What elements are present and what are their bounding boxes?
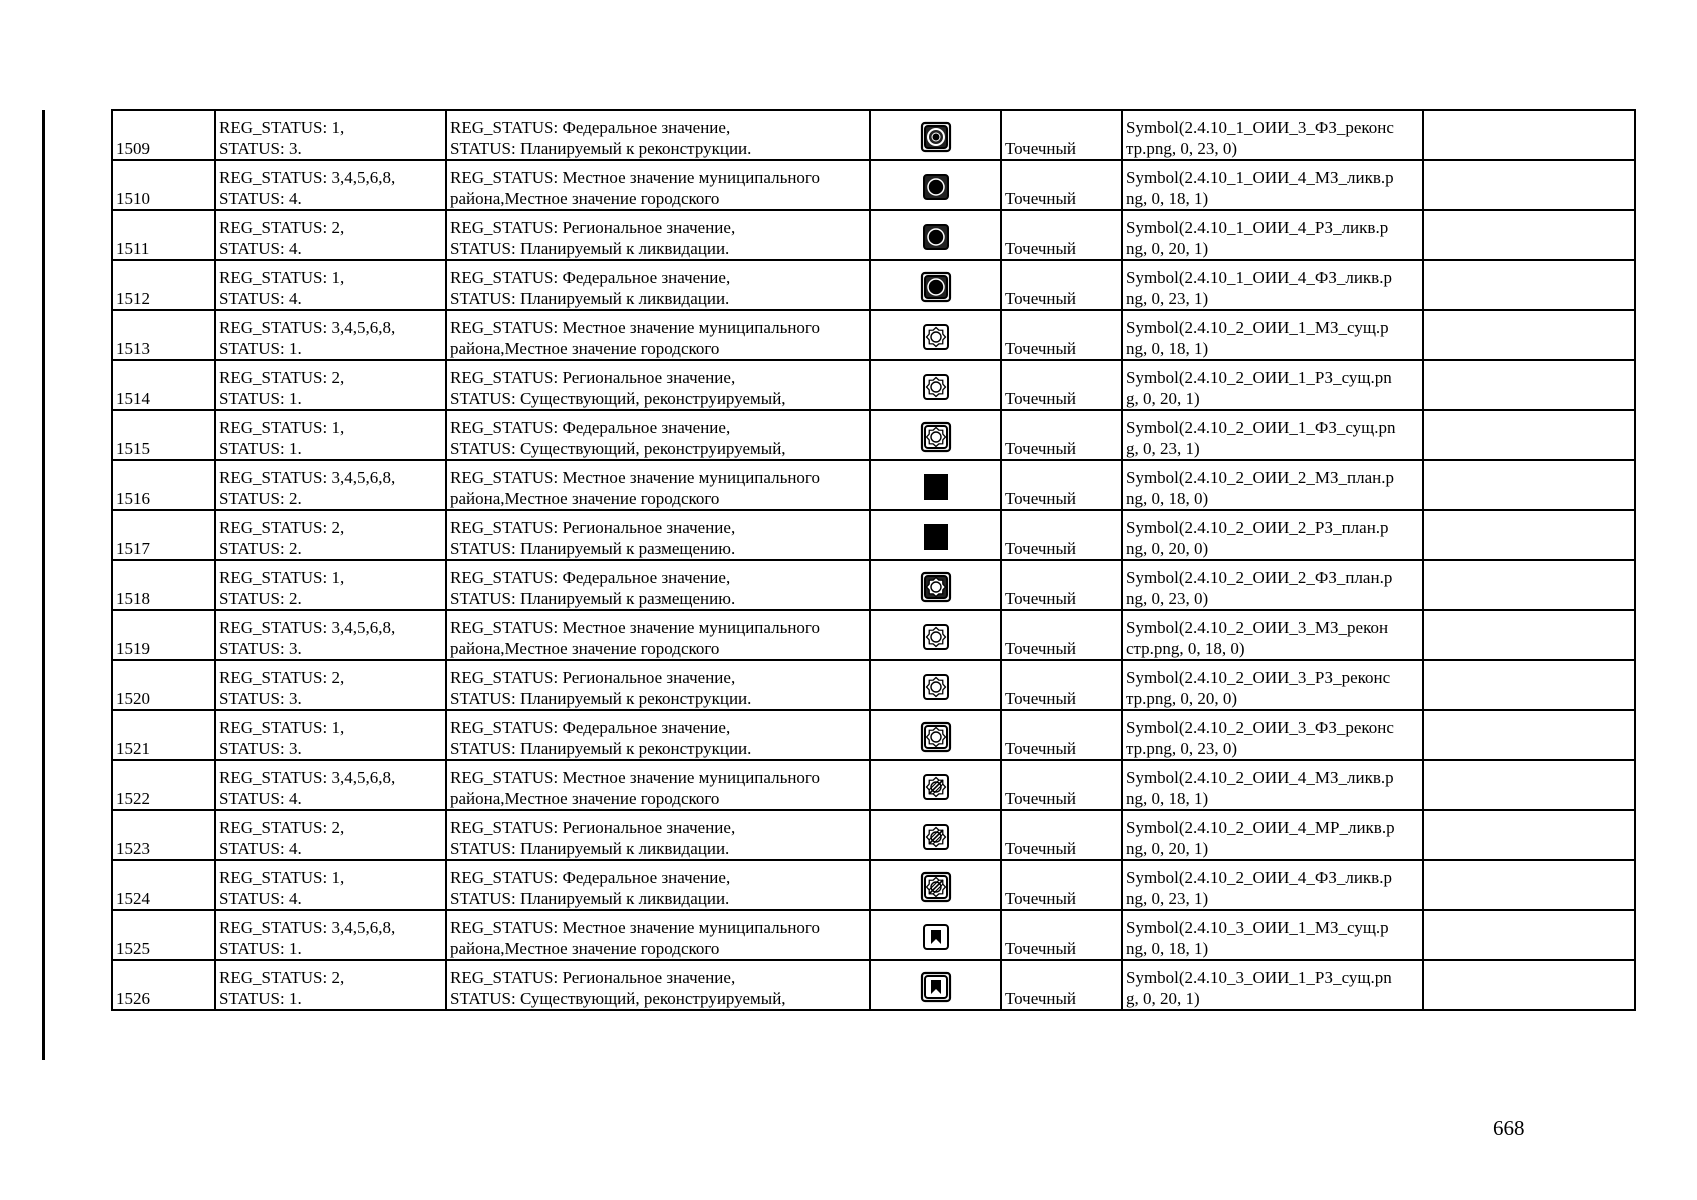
code-cell: [215, 310, 446, 360]
row-id-cell: 1512: [112, 260, 215, 310]
symbol-function-cell: [1122, 310, 1423, 360]
geometry-type-cell: Точечный: [1001, 360, 1122, 410]
code-cell-line: REG_STATUS: 3,4,5,6,8,: [219, 468, 396, 487]
filled-square-symbol-icon: [919, 520, 953, 559]
table-row: [112, 760, 1635, 810]
code-cell: [215, 160, 446, 210]
empty-cell: [1423, 810, 1635, 860]
empty-cell: [1423, 760, 1635, 810]
geometry-type-cell: Точечный: [1001, 560, 1122, 610]
symbol-function-cell-line: Symbol(2.4.10_3_ОИИ_1_МЗ_сущ.p: [1126, 918, 1389, 937]
code-cell: [215, 660, 446, 710]
description-cell-line: STATUS: Планируемый к реконструкции.: [450, 739, 752, 758]
description-cell-line: REG_STATUS: Федеральное значение,: [450, 718, 731, 737]
description-cell: [446, 810, 870, 860]
symbol-function-cell: [1122, 810, 1423, 860]
filled-square-symbol-icon: [919, 470, 953, 509]
description-cell-line: REG_STATUS: Местное значение муниципального: [450, 618, 820, 637]
filled-circle-symbol-icon: [919, 270, 953, 309]
empty-cell: [1423, 510, 1635, 560]
code-cell-line: STATUS: 4.: [219, 289, 302, 308]
geometry-type-cell: Точечный: [1001, 210, 1122, 260]
geometry-type-cell: Точечный: [1001, 960, 1122, 1010]
code-cell: [215, 910, 446, 960]
table-row: [112, 810, 1635, 860]
symbol-function-cell: [1122, 910, 1423, 960]
description-cell-line: REG_STATUS: Региональное значение,: [450, 968, 736, 987]
description-cell-line: REG_STATUS: Федеральное значение,: [450, 568, 731, 587]
row-id-cell: 1516: [112, 460, 215, 510]
description-cell: [446, 760, 870, 810]
description-cell: [446, 910, 870, 960]
table-row: [112, 560, 1635, 610]
symbol-cell: [870, 310, 1001, 360]
code-cell-line: REG_STATUS: 1,: [219, 118, 345, 137]
table-row: [112, 110, 1635, 160]
row-id-cell: 1511: [112, 210, 215, 260]
table-row: [112, 210, 1635, 260]
symbol-cell: [870, 610, 1001, 660]
code-cell-line: STATUS: 2.: [219, 489, 302, 508]
code-cell-line: STATUS: 1.: [219, 439, 302, 458]
code-cell-line: STATUS: 2.: [219, 539, 302, 558]
geometry-type-cell: Точечный: [1001, 310, 1122, 360]
gear-symbol-icon: [919, 570, 953, 609]
code-cell-line: STATUS: 3.: [219, 739, 302, 758]
code-cell-line: REG_STATUS: 2,: [219, 218, 345, 237]
filled-circle-symbol-icon: [919, 170, 953, 209]
geometry-type-cell: Точечный: [1001, 610, 1122, 660]
description-cell: [446, 960, 870, 1010]
geometry-type-cell: Точечный: [1001, 660, 1122, 710]
symbol-function-cell: [1122, 160, 1423, 210]
code-cell: [215, 460, 446, 510]
code-cell-line: REG_STATUS: 2,: [219, 818, 345, 837]
code-cell-line: STATUS: 1.: [219, 939, 302, 958]
table-row: [112, 960, 1635, 1010]
symbol-function-cell-line: ng, 0, 23, 0): [1126, 589, 1209, 608]
description-cell: [446, 210, 870, 260]
gear-symbol-icon: [919, 620, 953, 659]
geometry-type-cell: Точечный: [1001, 110, 1122, 160]
code-cell-line: REG_STATUS: 3,4,5,6,8,: [219, 618, 396, 637]
code-cell-line: STATUS: 3.: [219, 689, 302, 708]
symbol-function-cell-line: Symbol(2.4.10_3_ОИИ_1_РЗ_сущ.pn: [1126, 968, 1392, 987]
row-id-cell: 1514: [112, 360, 215, 410]
symbol-cell: [870, 760, 1001, 810]
code-cell-line: REG_STATUS: 1,: [219, 268, 345, 287]
description-cell-line: REG_STATUS: Региональное значение,: [450, 668, 736, 687]
row-id-cell: 1524: [112, 860, 215, 910]
symbol-function-cell-line: Symbol(2.4.10_2_ОИИ_3_МЗ_рекон: [1126, 618, 1389, 637]
symbol-function-cell: [1122, 710, 1423, 760]
code-cell-line: STATUS: 2.: [219, 589, 302, 608]
symbol-function-cell: [1122, 860, 1423, 910]
symbol-function-cell-line: ng, 0, 20, 1): [1126, 839, 1209, 858]
symbol-function-cell-line: Symbol(2.4.10_2_ОИИ_4_МР_ликв.p: [1126, 818, 1395, 837]
row-id-cell: 1523: [112, 810, 215, 860]
description-cell-line: STATUS: Планируемый к ликвидации.: [450, 839, 730, 858]
description-cell-line: STATUS: Существующий, реконструируемый,: [450, 389, 786, 408]
symbol-function-cell-line: Symbol(2.4.10_2_ОИИ_2_МЗ_план.p: [1126, 468, 1394, 487]
geometry-type-cell: Точечный: [1001, 810, 1122, 860]
description-cell: [446, 410, 870, 460]
geometry-type-cell: Точечный: [1001, 760, 1122, 810]
symbol-cell: [870, 260, 1001, 310]
code-cell-line: STATUS: 1.: [219, 389, 302, 408]
code-cell: [215, 360, 446, 410]
symbol-cell: [870, 110, 1001, 160]
symbol-function-cell: [1122, 260, 1423, 310]
symbol-function-cell-line: Symbol(2.4.10_2_ОИИ_1_РЗ_сущ.pn: [1126, 368, 1392, 387]
symbol-cell: [870, 460, 1001, 510]
code-cell: [215, 210, 446, 260]
description-cell-line: REG_STATUS: Региональное значение,: [450, 818, 736, 837]
symbol-function-cell-line: Symbol(2.4.10_1_ОИИ_3_ФЗ_реконс: [1126, 118, 1394, 137]
description-cell: [446, 560, 870, 610]
description-cell-line: района,Местное значение городского: [450, 489, 720, 508]
symbol-function-cell-line: Symbol(2.4.10_2_ОИИ_3_РЗ_реконс: [1126, 668, 1391, 687]
code-cell: [215, 760, 446, 810]
code-cell: [215, 410, 446, 460]
empty-cell: [1423, 210, 1635, 260]
code-cell-line: REG_STATUS: 3,4,5,6,8,: [219, 318, 396, 337]
row-id-cell: 1519: [112, 610, 215, 660]
description-cell: [446, 110, 870, 160]
symbol-function-cell-line: Symbol(2.4.10_1_ОИИ_4_МЗ_ликв.p: [1126, 168, 1394, 187]
symbol-function-cell: [1122, 460, 1423, 510]
row-id-cell: 1518: [112, 560, 215, 610]
symbol-function-cell: [1122, 660, 1423, 710]
symbol-table: [111, 109, 1636, 1011]
symbol-function-cell-line: тр.png, 0, 23, 0): [1126, 139, 1238, 158]
symbol-function-cell-line: Symbol(2.4.10_2_ОИИ_4_МЗ_ликв.p: [1126, 768, 1394, 787]
empty-cell: [1423, 160, 1635, 210]
gear-symbol-icon: [919, 320, 953, 359]
row-id-cell: 1515: [112, 410, 215, 460]
symbol-function-cell-line: ng, 0, 18, 1): [1126, 939, 1209, 958]
table-row: [112, 360, 1635, 410]
description-cell-line: STATUS: Планируемый к ликвидации.: [450, 239, 730, 258]
description-cell: [446, 260, 870, 310]
row-id-cell: 1526: [112, 960, 215, 1010]
symbol-function-cell: [1122, 410, 1423, 460]
description-cell: [446, 610, 870, 660]
description-cell-line: STATUS: Существующий, реконструируемый,: [450, 989, 786, 1008]
gear-symbol-icon: [919, 420, 953, 459]
table-row: [112, 260, 1635, 310]
code-cell-line: REG_STATUS: 1,: [219, 868, 345, 887]
description-cell-line: REG_STATUS: Региональное значение,: [450, 518, 736, 537]
geometry-type-cell: Точечный: [1001, 410, 1122, 460]
code-cell-line: REG_STATUS: 3,4,5,6,8,: [219, 168, 396, 187]
crossed-gear-symbol-icon: [919, 820, 953, 859]
description-cell-line: REG_STATUS: Местное значение муниципального: [450, 318, 820, 337]
symbol-function-cell-line: ng, 0, 23, 1): [1126, 289, 1209, 308]
symbol-function-cell: [1122, 760, 1423, 810]
symbol-function-cell-line: Symbol(2.4.10_2_ОИИ_1_МЗ_сущ.p: [1126, 318, 1389, 337]
description-cell-line: REG_STATUS: Региональное значение,: [450, 368, 736, 387]
empty-cell: [1423, 660, 1635, 710]
symbol-function-cell: [1122, 960, 1423, 1010]
page-number: 668: [1493, 1116, 1525, 1140]
row-id-cell: 1521: [112, 710, 215, 760]
description-cell: [446, 860, 870, 910]
code-cell-line: REG_STATUS: 1,: [219, 718, 345, 737]
symbol-cell: [870, 710, 1001, 760]
symbol-function-cell-line: ng, 0, 18, 1): [1126, 189, 1209, 208]
symbol-function-cell-line: Symbol(2.4.10_2_ОИИ_1_ФЗ_сущ.pn: [1126, 418, 1396, 437]
description-cell: [446, 160, 870, 210]
table-row: [112, 710, 1635, 760]
code-cell: [215, 710, 446, 760]
symbol-function-cell-line: g, 0, 23, 1): [1126, 439, 1200, 458]
symbol-cell: [870, 360, 1001, 410]
code-cell-line: REG_STATUS: 1,: [219, 568, 345, 587]
code-cell-line: REG_STATUS: 3,4,5,6,8,: [219, 918, 396, 937]
description-cell: [446, 510, 870, 560]
code-cell-line: STATUS: 4.: [219, 239, 302, 258]
symbol-function-cell-line: ng, 0, 20, 0): [1126, 539, 1209, 558]
gear-symbol-icon: [919, 670, 953, 709]
code-cell-line: REG_STATUS: 2,: [219, 668, 345, 687]
empty-cell: [1423, 860, 1635, 910]
empty-cell: [1423, 560, 1635, 610]
table-row: [112, 610, 1635, 660]
symbol-cell: [870, 510, 1001, 560]
description-cell-line: STATUS: Планируемый к реконструкции.: [450, 689, 752, 708]
code-cell-line: STATUS: 1.: [219, 989, 302, 1008]
description-cell: [446, 460, 870, 510]
description-cell-line: района,Местное значение городского: [450, 339, 720, 358]
description-cell: [446, 660, 870, 710]
symbol-function-cell-line: тр.png, 0, 20, 0): [1126, 689, 1238, 708]
symbol-function-cell: [1122, 610, 1423, 660]
code-cell: [215, 260, 446, 310]
symbol-function-cell-line: тр.png, 0, 23, 0): [1126, 739, 1238, 758]
code-cell: [215, 810, 446, 860]
symbol-cell: [870, 210, 1001, 260]
code-cell: [215, 560, 446, 610]
code-cell-line: REG_STATUS: 1,: [219, 418, 345, 437]
description-cell-line: REG_STATUS: Местное значение муниципального: [450, 918, 820, 937]
row-id-cell: 1525: [112, 910, 215, 960]
symbol-function-cell-line: ng, 0, 23, 1): [1126, 889, 1209, 908]
description-cell: [446, 710, 870, 760]
row-id-cell: 1509: [112, 110, 215, 160]
left-margin-line: [42, 110, 45, 1060]
row-id-cell: 1520: [112, 660, 215, 710]
description-cell-line: района,Местное значение городского: [450, 189, 720, 208]
description-cell-line: REG_STATUS: Федеральное значение,: [450, 868, 731, 887]
row-id-cell: 1510: [112, 160, 215, 210]
empty-cell: [1423, 410, 1635, 460]
code-cell-line: STATUS: 1.: [219, 339, 302, 358]
crossed-gear-symbol-icon: [919, 870, 953, 909]
symbol-function-cell-line: Symbol(2.4.10_2_ОИИ_2_ФЗ_план.p: [1126, 568, 1393, 587]
symbol-cell: [870, 860, 1001, 910]
geometry-type-cell: Точечный: [1001, 460, 1122, 510]
code-cell-line: STATUS: 4.: [219, 839, 302, 858]
code-cell-line: STATUS: 4.: [219, 189, 302, 208]
code-cell-line: STATUS: 4.: [219, 889, 302, 908]
empty-cell: [1423, 360, 1635, 410]
symbol-cell: [870, 810, 1001, 860]
code-cell: [215, 860, 446, 910]
code-cell: [215, 960, 446, 1010]
code-cell-line: STATUS: 3.: [219, 639, 302, 658]
symbol-function-cell-line: ng, 0, 18, 1): [1126, 789, 1209, 808]
table-row: [112, 510, 1635, 560]
table-row: [112, 860, 1635, 910]
description-cell-line: REG_STATUS: Федеральное значение,: [450, 418, 731, 437]
symbol-function-cell-line: g, 0, 20, 1): [1126, 389, 1200, 408]
description-cell-line: STATUS: Планируемый к ликвидации.: [450, 289, 730, 308]
geometry-type-cell: Точечный: [1001, 710, 1122, 760]
empty-cell: [1423, 460, 1635, 510]
empty-cell: [1423, 610, 1635, 660]
description-cell-line: REG_STATUS: Региональное значение,: [450, 218, 736, 237]
empty-cell: [1423, 260, 1635, 310]
symbol-function-cell: [1122, 110, 1423, 160]
description-cell: [446, 360, 870, 410]
description-cell-line: REG_STATUS: Местное значение муниципального: [450, 168, 820, 187]
table-row: [112, 910, 1635, 960]
code-cell-line: REG_STATUS: 3,4,5,6,8,: [219, 768, 396, 787]
empty-cell: [1423, 110, 1635, 160]
row-id-cell: 1517: [112, 510, 215, 560]
code-cell: [215, 510, 446, 560]
symbol-function-cell: [1122, 560, 1423, 610]
symbol-function-cell-line: Symbol(2.4.10_2_ОИИ_4_ФЗ_ликв.p: [1126, 868, 1392, 887]
empty-cell: [1423, 910, 1635, 960]
code-cell-line: REG_STATUS: 2,: [219, 518, 345, 537]
crossed-gear-symbol-icon: [919, 770, 953, 809]
symbol-table-body: [112, 110, 1635, 1010]
symbol-function-cell-line: Symbol(2.4.10_2_ОИИ_3_ФЗ_реконс: [1126, 718, 1394, 737]
symbol-function-cell-line: Symbol(2.4.10_2_ОИИ_2_РЗ_план.p: [1126, 518, 1389, 537]
code-cell: [215, 110, 446, 160]
symbol-cell: [870, 660, 1001, 710]
circle-outline-symbol-icon: [919, 120, 953, 159]
bookmark-square-symbol-icon: [919, 970, 953, 1009]
table-row: [112, 410, 1635, 460]
symbol-function-cell-line: ng, 0, 20, 1): [1126, 239, 1209, 258]
row-id-cell: 1513: [112, 310, 215, 360]
geometry-type-cell: Точечный: [1001, 910, 1122, 960]
table-row: [112, 160, 1635, 210]
description-cell-line: STATUS: Планируемый к реконструкции.: [450, 139, 752, 158]
gear-symbol-icon: [919, 370, 953, 409]
filled-circle-symbol-icon: [919, 220, 953, 259]
geometry-type-cell: Точечный: [1001, 160, 1122, 210]
description-cell: [446, 310, 870, 360]
symbol-cell: [870, 560, 1001, 610]
description-cell-line: REG_STATUS: Федеральное значение,: [450, 118, 731, 137]
description-cell-line: района,Местное значение городского: [450, 939, 720, 958]
bookmark-square-symbol-icon: [919, 920, 953, 959]
symbol-function-cell-line: ng, 0, 18, 0): [1126, 489, 1209, 508]
table-row: [112, 660, 1635, 710]
table-row: [112, 460, 1635, 510]
symbol-cell: [870, 410, 1001, 460]
empty-cell: [1423, 960, 1635, 1010]
code-cell-line: REG_STATUS: 2,: [219, 968, 345, 987]
empty-cell: [1423, 710, 1635, 760]
description-cell-line: STATUS: Планируемый к ликвидации.: [450, 889, 730, 908]
description-cell-line: REG_STATUS: Федеральное значение,: [450, 268, 731, 287]
symbol-function-cell: [1122, 360, 1423, 410]
symbol-cell: [870, 160, 1001, 210]
code-cell-line: STATUS: 3.: [219, 139, 302, 158]
description-cell-line: STATUS: Планируемый к размещению.: [450, 539, 736, 558]
symbol-function-cell-line: стр.png, 0, 18, 0): [1126, 639, 1245, 658]
symbol-cell: [870, 960, 1001, 1010]
description-cell-line: района,Местное значение городского: [450, 639, 720, 658]
symbol-function-cell-line: Symbol(2.4.10_1_ОИИ_4_ФЗ_ликв.p: [1126, 268, 1392, 287]
code-cell: [215, 610, 446, 660]
code-cell-line: REG_STATUS: 2,: [219, 368, 345, 387]
empty-cell: [1423, 310, 1635, 360]
geometry-type-cell: Точечный: [1001, 260, 1122, 310]
description-cell-line: STATUS: Планируемый к размещению.: [450, 589, 736, 608]
description-cell-line: STATUS: Существующий, реконструируемый,: [450, 439, 786, 458]
symbol-cell: [870, 910, 1001, 960]
description-cell-line: района,Местное значение городского: [450, 789, 720, 808]
gear-symbol-icon: [919, 720, 953, 759]
code-cell-line: STATUS: 4.: [219, 789, 302, 808]
geometry-type-cell: Точечный: [1001, 860, 1122, 910]
table-row: [112, 310, 1635, 360]
row-id-cell: 1522: [112, 760, 215, 810]
symbol-function-cell: [1122, 210, 1423, 260]
symbol-function-cell-line: ng, 0, 18, 1): [1126, 339, 1209, 358]
symbol-function-cell-line: g, 0, 20, 1): [1126, 989, 1200, 1008]
description-cell-line: REG_STATUS: Местное значение муниципального: [450, 768, 820, 787]
description-cell-line: REG_STATUS: Местное значение муниципального: [450, 468, 820, 487]
geometry-type-cell: Точечный: [1001, 510, 1122, 560]
symbol-function-cell: [1122, 510, 1423, 560]
symbol-function-cell-line: Symbol(2.4.10_1_ОИИ_4_РЗ_ликв.p: [1126, 218, 1389, 237]
